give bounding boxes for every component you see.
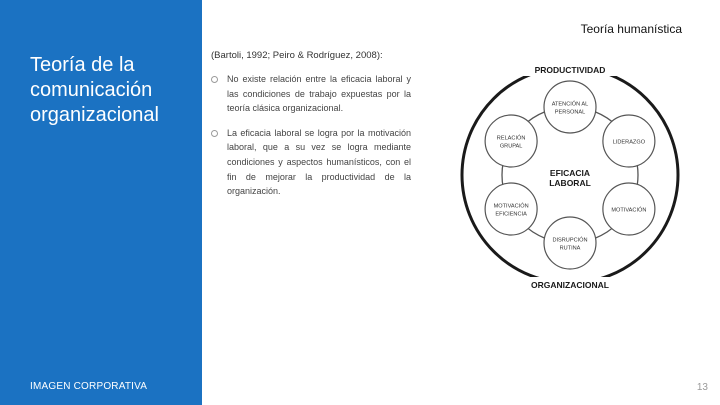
node-label: RELACIÓN	[496, 135, 526, 142]
bullet-text: La eficacia laboral se logra por la motivación laboral, que a su vez se logra mediante condiciones y aspectos humanísticos, con el fin de mejorar la productividad de la organización.	[227, 127, 411, 197]
node-label: RUTINA	[559, 245, 581, 252]
section-title: Teoría de la comunicación organizacional	[30, 54, 159, 126]
center-label-line: EFICACIA	[549, 168, 591, 178]
top-label: PRODUCTIVIDAD	[534, 65, 606, 75]
bullet-text: No existe relación entre la eficacia laboral y las condiciones de trabajo expuestas por la teoría clásica organizacional.	[227, 74, 411, 114]
citation-text: (Bartoli, 1992; Peiro & Rodríguez, 2008):	[211, 50, 383, 61]
center-label-line: LABORAL	[549, 178, 591, 188]
node-label: DISRUPCIÓN	[552, 237, 588, 244]
node-label: PERSONAL	[554, 109, 586, 116]
bullet-item	[211, 126, 411, 199]
bullet-list	[211, 72, 411, 209]
sidebar-panel	[0, 0, 202, 405]
diagram-node	[603, 115, 655, 167]
slide-number: 13	[696, 382, 708, 393]
corporate-image-label: IMAGEN CORPORATIVA	[30, 381, 148, 392]
slide-heading: Teoría humanística	[580, 22, 682, 36]
bullet-circle-icon	[211, 76, 218, 83]
node-label: LIDERAZGO	[612, 139, 646, 146]
diagram-node	[603, 183, 655, 235]
node-label: EFICIENCIA	[495, 211, 527, 218]
diagram-node	[485, 115, 537, 167]
bottom-label: ORGANIZACIONAL	[531, 280, 609, 290]
diagram-node	[544, 217, 596, 269]
bullet-circle-icon	[211, 130, 218, 137]
efficiency-diagram	[455, 52, 685, 297]
node-label: MOTIVACIÓN	[493, 203, 529, 210]
node-label: ATENCIÓN AL	[551, 101, 589, 108]
node-label: GRUPAL	[499, 143, 523, 150]
node-label: MOTIVACIÓN	[611, 207, 647, 214]
diagram-svg	[455, 52, 685, 297]
bullet-item	[211, 72, 411, 116]
diagram-node	[485, 183, 537, 235]
diagram-node	[544, 81, 596, 133]
